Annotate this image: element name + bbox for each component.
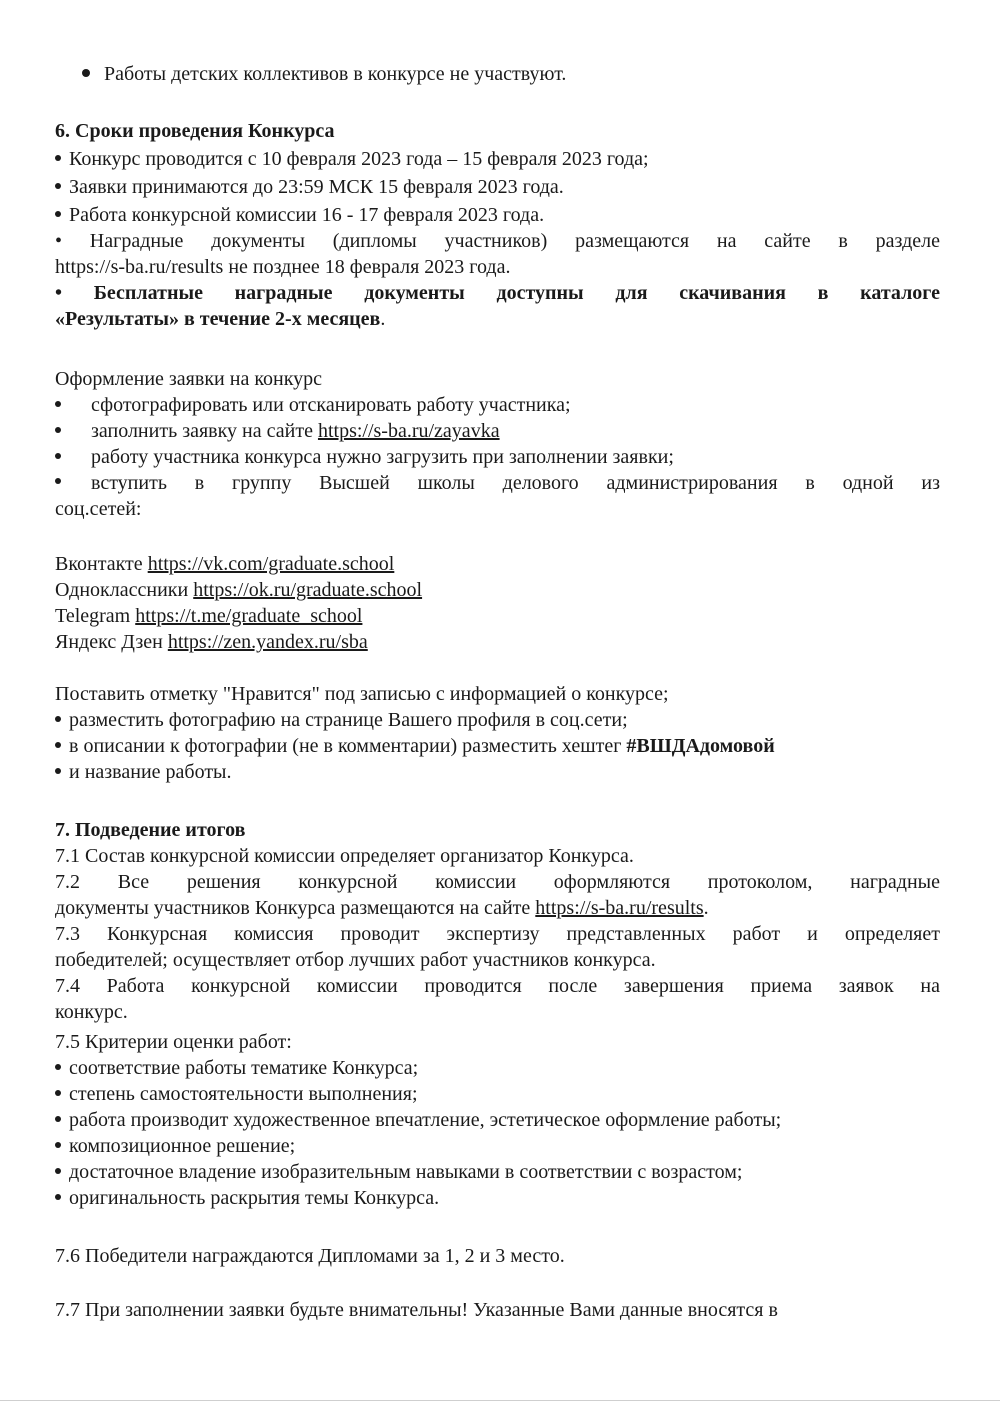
list-item: разместить фотографию на странице Вашего профиля в соц.сети; (55, 708, 628, 732)
bullet-icon (55, 768, 61, 774)
results-link[interactable]: https://s-ba.ru/results (535, 897, 704, 919)
bullet-icon (55, 183, 61, 189)
bullet-icon (55, 211, 61, 217)
list-item: оригинальность раскрытия темы Конкурса. (55, 1186, 439, 1210)
list-item: работу участника конкурса нужно загрузить при заполнении заявки; (55, 445, 674, 469)
bullet-icon (55, 1116, 61, 1122)
paragraph-7-7: 7.7 При заполнении заявки будьте внимательны! Указанные Вами данные вносятся в (55, 1299, 778, 1321)
free-documents-line-2: «Результаты» в течение 2-х месяцев. (55, 308, 386, 330)
social-dzen: Яндекс Дзен https://zen.yandex.ru/sba (55, 631, 368, 653)
diplomas-paragraph-line-1: • Наградные документы (дипломы участников) размещаются на сайте в разделе (55, 230, 940, 252)
list-item-continuation: соц.сетей: (55, 498, 142, 520)
list-item: заполнить заявку на сайте https://s-ba.ru/zayavka (55, 419, 500, 443)
paragraph-7-5: 7.5 Критерии оценки работ: (55, 1031, 292, 1053)
list-item: Работы детских коллективов в конкурсе не участвуют. (82, 62, 566, 86)
list-item: в описании к фотографии (не в комментарии) разместить хештег #ВШДАдомовой (55, 734, 775, 758)
list-item: работа производит художественное впечатление, эстетическое оформление работы; (55, 1108, 781, 1132)
list-item: вступить в группу Высшей школы делового администрирования в одной из (55, 471, 940, 495)
vk-link[interactable]: https://vk.com/graduate.school (147, 553, 395, 575)
social-ok: Одноклассники https://ok.ru/graduate.school (55, 579, 423, 601)
bullet-icon (55, 1142, 61, 1148)
dzen-link[interactable]: https://zen.yandex.ru/sba (167, 631, 368, 653)
paragraph-7-3-line-1: 7.3 Конкурсная комиссия проводит экспертизу представленных работ и определяет (55, 923, 940, 945)
paragraph-7-1: 7.1 Состав конкурсной комиссии определяет организатор Конкурса. (55, 845, 634, 867)
bullet-icon (55, 401, 61, 407)
paragraph-7-4-line-2: конкурс. (55, 1001, 128, 1023)
scan-edge (0, 1400, 1000, 1401)
application-title: Оформление заявки на конкурс (55, 368, 323, 390)
list-item: и название работы. (55, 760, 232, 784)
section-7-title: 7. Подведение итогов (55, 819, 246, 841)
list-item: соответствие работы тематике Конкурса; (55, 1056, 418, 1080)
like-instruction: Поставить отметку "Нравится" под записью с информацией о конкурсе; (55, 683, 669, 705)
bullet-icon (55, 1090, 61, 1096)
diplomas-paragraph-line-2: https://s-ba.ru/results не позднее 18 февраля 2023 года. (55, 256, 511, 278)
bullet-icon (55, 427, 61, 433)
list-item: Конкурс проводится с 10 февраля 2023 года – 15 февраля 2023 года; (55, 147, 649, 171)
section-6-title: 6. Сроки проведения Конкурса (55, 120, 335, 142)
paragraph-7-4-line-1: 7.4 Работа конкурсной комиссии проводится после завершения приема заявок на (55, 975, 940, 997)
bullet-icon (55, 716, 61, 722)
list-item: сфотографировать или отсканировать работу участника; (55, 393, 571, 417)
zayavka-link[interactable]: https://s-ba.ru/zayavka (317, 420, 500, 442)
ok-link[interactable]: https://ok.ru/graduate.school (193, 579, 423, 601)
social-telegram: Telegram https://t.me/graduate_school (55, 605, 363, 627)
social-vk: Вконтакте https://vk.com/graduate.school (55, 553, 395, 575)
list-item: степень самостоятельности выполнения; (55, 1082, 418, 1106)
bullet-icon (55, 155, 61, 161)
list-item: достаточное владение изобразительным навыками в соответствии с возрастом; (55, 1160, 742, 1184)
bullet-icon (55, 478, 61, 484)
bullet-icon (55, 1194, 61, 1200)
bullet-icon (55, 453, 61, 459)
bullet-icon (55, 1168, 61, 1174)
paragraph-7-6: 7.6 Победители награждаются Дипломами за 1, 2 и 3 место. (55, 1245, 565, 1267)
hashtag: #ВШДАдомовой (626, 735, 775, 757)
paragraph-7-3-line-2: победителей; осуществляет отбор лучших работ участников конкурса. (55, 949, 656, 971)
list-item: Заявки принимаются до 23:59 МСК 15 февраля 2023 года. (55, 175, 564, 199)
telegram-link[interactable]: https://t.me/graduate_school (135, 605, 363, 627)
bullet-icon (55, 1064, 61, 1070)
bullet-icon (82, 69, 90, 77)
paragraph-7-2-line-2: документы участников Конкурса размещаются на сайте https://s-ba.ru/results. (55, 897, 709, 919)
paragraph-7-2-line-1: 7.2 Все решения конкурсной комиссии оформляются протоколом, наградные (55, 871, 940, 893)
list-item: Работа конкурсной комиссии 16 - 17 февраля 2023 года. (55, 203, 544, 227)
list-item: композиционное решение; (55, 1134, 295, 1158)
bullet-icon (55, 742, 61, 748)
free-documents-line-1: • Бесплатные наградные документы доступны для скачивания в каталоге (55, 282, 940, 304)
